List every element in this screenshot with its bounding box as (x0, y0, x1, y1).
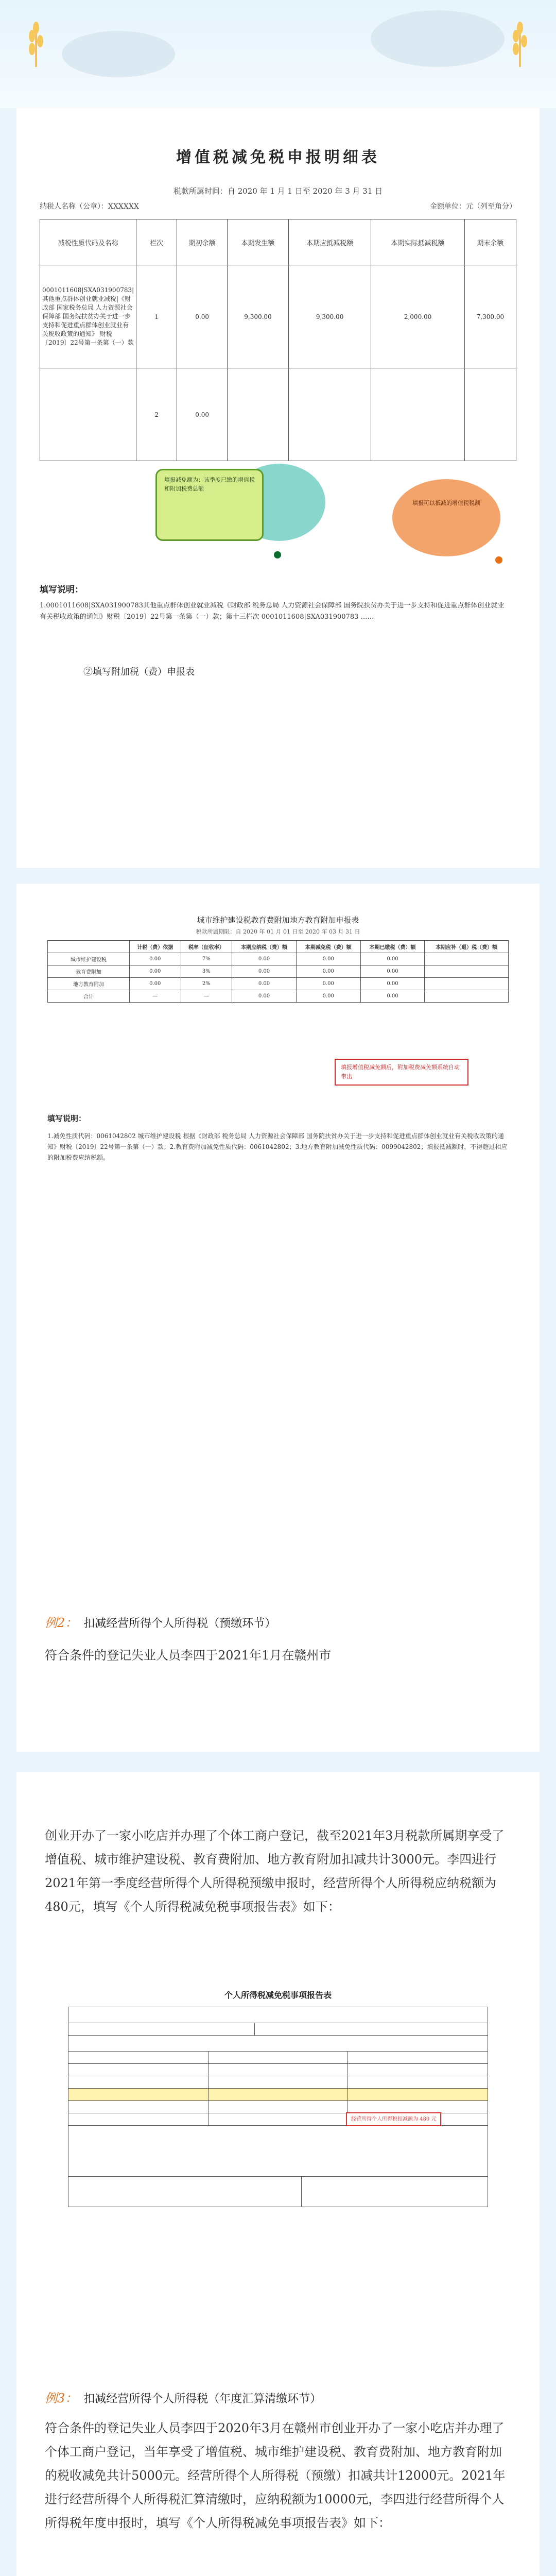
table-cell: 9,300.00 (288, 265, 371, 368)
note-body: 1.0001011608|SXA031900783其他重点群体创业就业减税《财政部 税务总局 人力资源社会保障部 国务院扶贫办关于进一步支持和促进重点群体创业就业有关税收政策的通知》财税〔2019〕22号第一条第（一）款；第十三栏次 0001011608|SXA031900783 …… (40, 602, 505, 621)
table-row (48, 978, 509, 990)
col-header: 本期应补（退）税（费）额 (425, 941, 509, 953)
header-banner (0, 0, 556, 108)
table-cell (68, 2089, 208, 2101)
table-cell: 0.00 (296, 953, 360, 965)
table-cell: 0.00 (130, 978, 181, 990)
table-cell: 0.00 (296, 965, 360, 978)
table-cell (348, 2064, 488, 2076)
form-title: 增值税减免税申报明细表 (176, 148, 380, 166)
example-title-text: 扣减经营所得个人所得税（预缴环节） (83, 1617, 276, 1630)
table-cell (208, 2076, 348, 2089)
table-cell: 0.00 (296, 990, 360, 1003)
table-cell (208, 2101, 348, 2113)
surtax-table (47, 940, 509, 1003)
col-header: 期末余额 (464, 219, 516, 265)
table-cell (68, 2064, 208, 2076)
col-header: 本期应抵减税额 (288, 219, 371, 265)
pointer-dot (274, 551, 281, 558)
col-header: 减税性质代码及名称 (40, 219, 136, 265)
table-cell (68, 2113, 208, 2126)
col-header: 本期已缴税（费）额 (360, 941, 425, 953)
table-cell (464, 368, 516, 461)
table-cell (348, 2076, 488, 2089)
example2-card (16, 1772, 540, 2576)
form-period: 税款所属时间：自 2020 年 1 月 1 日至 2020 年 3 月 31 日 (173, 187, 383, 196)
form-meta (40, 201, 516, 211)
table-cell: 0.00 (232, 965, 297, 978)
wheat-icon (505, 21, 535, 67)
col-header: 本期应纳税（费）额 (232, 941, 297, 953)
tip-bubble-green: 填报减免额为：该季度已缴的增值税和附加税费总额 (155, 469, 264, 541)
table-cell (68, 2052, 208, 2064)
note-heading: 填写说明： (40, 585, 83, 595)
table-cell (68, 2036, 488, 2052)
table-cell (208, 2089, 348, 2101)
example-body: 符合条件的登记失业人员李四于2020年3月在赣州市创业开办了一家小吃店并办理了个体工商户登记，当年享受了增值税、城市维护建设税、教育费附加、地方教育附加的税收减免共计5000元。经营所得个人所得税（预缴）扣减共计12000元。2021年进行经营所得个人所得税汇算清缴时，应纳税额为10000元，李四进行经营所得个人所得税年度申报时，填写《个人所得税减免事项报告表》如下： (45, 2421, 506, 2530)
table-cell: 0.00 (177, 368, 228, 461)
table-cell: 0.00 (232, 953, 297, 965)
table-cell (68, 2126, 488, 2177)
table-cell: 0.00 (232, 978, 297, 990)
table-header-row (48, 941, 509, 953)
table-cell: 城市维护建设税 (48, 953, 130, 965)
table-cell (68, 2007, 488, 2023)
example-intro: 符合条件的登记失业人员李四于2021年1月在赣州市 (45, 1648, 332, 1663)
table-cell (425, 978, 509, 990)
table-cell (348, 2101, 488, 2113)
table-cell: 2% (181, 978, 232, 990)
table-cell: 7,300.00 (464, 265, 516, 368)
example-title-text: 扣减经营所得个人所得税（年度汇算清缴环节） (83, 2393, 322, 2405)
example-title (45, 2388, 321, 2406)
table-cell: 合计 (48, 990, 130, 1003)
table-cell (425, 953, 509, 965)
table-cell: — (130, 990, 181, 1003)
table-cell (68, 2177, 302, 2207)
table-cell: 0.00 (232, 990, 297, 1003)
table-cell: 0.00 (360, 990, 425, 1003)
callout-box: 填报增值税减免额后，附加税费减免额系统自动带出 (335, 1059, 468, 1086)
table-row (40, 368, 516, 461)
table-cell: 0.00 (130, 953, 181, 965)
form-title: 个人所得税减免税事项报告表 (224, 1990, 332, 2000)
table-cell: 地方教育附加 (48, 978, 130, 990)
table-cell: 9,300.00 (228, 265, 289, 368)
table-cell (425, 965, 509, 978)
col-header (48, 941, 130, 953)
table-row (48, 990, 509, 1003)
vat-table (40, 219, 516, 461)
table-cell (288, 368, 371, 461)
example-number: 例3： (45, 2391, 78, 2405)
taxpayer-name: 纳税人名称（公章）：XXXXXX (40, 202, 139, 211)
form-period: 税款所属期限：自 2020 年 01 月 01 日至 2020 年 03 月 31 日 (196, 928, 360, 935)
table-cell: 0.00 (177, 265, 228, 368)
table-cell: 3% (181, 965, 232, 978)
table-cell (301, 2177, 488, 2207)
callout-box: 经营所得个人所得税扣减额为 480 元 (346, 2112, 441, 2126)
table-cell: — (181, 990, 232, 1003)
table-cell (255, 2023, 488, 2036)
table-cell: 0.00 (130, 965, 181, 978)
note-heading: 填写说明： (47, 1114, 86, 1123)
note-body: 1.减免性质代码：0061042802 城市维护建设税 根据《财政部 税务总局 人力资源社会保障部 国务院扶贫办关于进一步支持和促进重点群体创业就业有关税收政策的通知》财税〔2019〕22号第一条第（一）款；2.教育费附加减免性质代码：0061042802；3.地方教育附加减免性质代码：0099042802；填报抵减额时，不得超过相应的附加税费应纳税额。 (47, 1132, 508, 1161)
table-cell: 0.00 (360, 965, 425, 978)
example-title (45, 1613, 276, 1631)
pointer-dot (495, 556, 502, 564)
example-body: 创业开办了一家小吃店并办理了个体工商户登记，截至2021年3月税款所属期享受了增值税、城市维护建设税、教育费附加、地方教育附加扣减共计3000元。李四进行2021年第一季度经营所得个人所得税预缴申报时，经营所得个人所得税应纳税额为480元，填写《个人所得税减免税事项报告表》如下： (45, 1828, 505, 1914)
table-cell (208, 2064, 348, 2076)
table-cell (348, 2089, 488, 2101)
table-cell (208, 2052, 348, 2064)
table-cell (228, 368, 289, 461)
table-header-row (40, 219, 516, 265)
table-cell: 7% (181, 953, 232, 965)
table-cell: 2 (136, 368, 177, 461)
col-header: 期初余额 (177, 219, 228, 265)
table-cell: 教育费附加 (48, 965, 130, 978)
table-cell (68, 2101, 208, 2113)
col-header: 本期发生额 (228, 219, 289, 265)
section-subheading: ②填写附加税（费）申报表 (83, 667, 195, 677)
table-cell (40, 368, 136, 461)
table-cell: 0001011608|SXA031900783|其他重点群体创业就业减税|《财政部 国家税务总局 人力资源社会保障部 国务院扶贫办关于进一步支持和促进重点群体创业就业有关税收政策的通知》 财税〔2019〕22号第一条第（一）款 (40, 265, 136, 368)
form-title: 城市维护建设税教育费附加地方教育附加申报表 (197, 916, 359, 925)
vat-form-card (16, 108, 540, 868)
col-header: 税率（征收率） (181, 941, 232, 953)
table-cell (425, 990, 509, 1003)
table-cell (371, 368, 464, 461)
amount-unit: 金额单位：元（列至角分） (430, 202, 516, 211)
table-row (48, 953, 509, 965)
surtax-form-card (16, 884, 540, 1752)
table-cell (68, 2076, 208, 2089)
table-cell: 2,000.00 (371, 265, 464, 368)
table-cell (208, 2113, 348, 2126)
table-cell: 0.00 (296, 978, 360, 990)
col-header: 本期实际抵减税额 (371, 219, 464, 265)
report-table (68, 2007, 488, 2207)
example-number: 例2： (45, 1616, 78, 1630)
tip-bubble-orange: 填报可以抵减的增值税税额 (392, 479, 500, 556)
table-row (40, 265, 516, 368)
table-cell: 1 (136, 265, 177, 368)
wheat-icon (21, 21, 51, 67)
table-row (48, 965, 509, 978)
col-header: 本期减免税（费）额 (296, 941, 360, 953)
col-header: 计税（费）依据 (130, 941, 181, 953)
table-cell (68, 2023, 255, 2036)
table-cell (348, 2052, 488, 2064)
table-cell: 0.00 (360, 953, 425, 965)
col-header: 栏次 (136, 219, 177, 265)
table-cell: 0.00 (360, 978, 425, 990)
